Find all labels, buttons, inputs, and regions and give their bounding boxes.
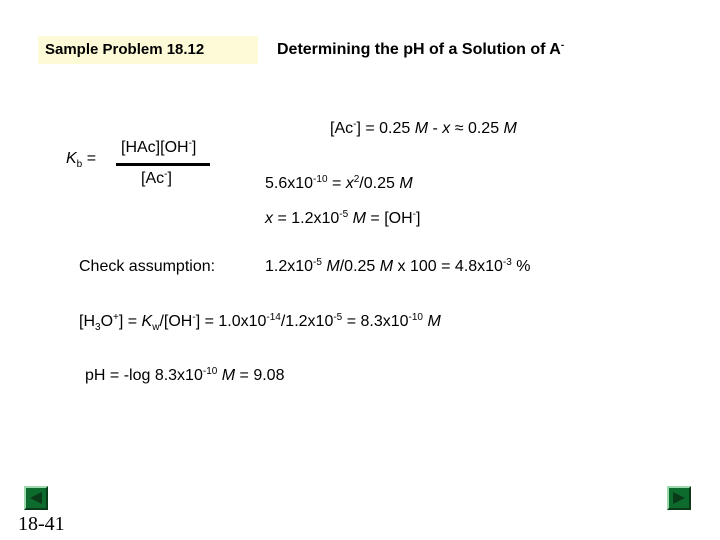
kb-denominator: [Ac-] <box>141 169 172 187</box>
ph-result: pH = -log $8.3x10^{-10}$ M = 9.08 <box>85 366 285 384</box>
slide-title: Determining the pH of a Solution of A- <box>277 40 565 58</box>
slide-number: 18-41 <box>18 513 65 535</box>
ac-approximation: [Ac-] = 0.25 M - x ≈ 0.25 M <box>330 119 517 137</box>
kb-symbol: $K_b$ = <box>66 150 97 170</box>
kb-numerator: [HAc][OH-] <box>121 138 197 156</box>
triangle-right-icon <box>672 491 686 505</box>
x-value-equation: $x = 1.2x10^{-5}$ M = [OH-] <box>265 209 421 227</box>
next-slide-button[interactable] <box>667 486 691 510</box>
previous-slide-button[interactable] <box>24 486 48 510</box>
kb-value-equation: $5.6x10^{-10} = x^2/0.25$ M <box>265 174 413 192</box>
triangle-left-icon <box>29 491 43 505</box>
sample-problem-label: Sample Problem 18.12 <box>45 41 205 58</box>
fraction-bar <box>116 163 210 166</box>
check-assumption-label: Check assumption: <box>79 258 216 275</box>
check-assumption-value: $1.2x10^{-5}$ M/0.25 M x $100 = 4.8x10^{-3}$ % <box>265 257 531 275</box>
h3o-equation: $[H_3O^+] = K_w/[OH^-] = 1.0x10^{-14}/1.2x10^{-5} = 8.3x10^{-10}$ M <box>79 312 441 333</box>
